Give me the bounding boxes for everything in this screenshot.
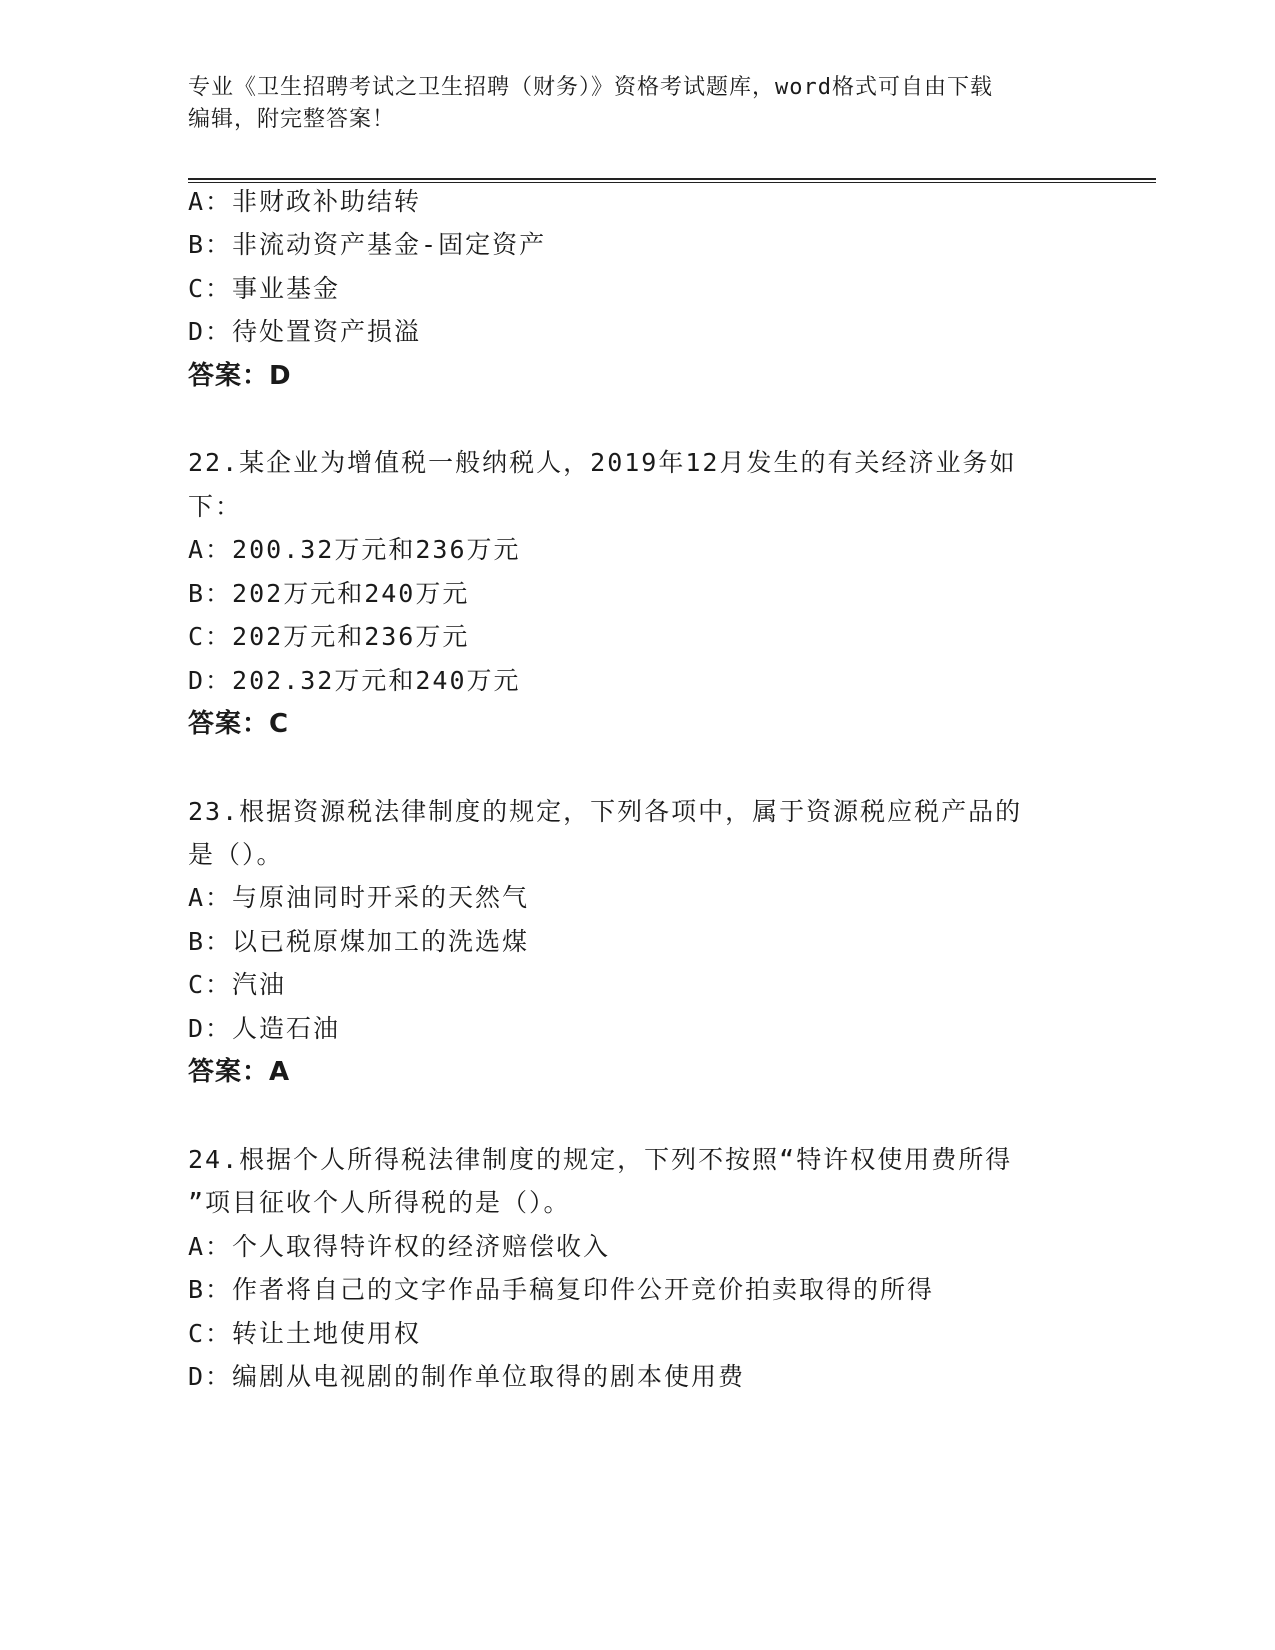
q22-option-a: A：200.32万元和236万元 (188, 535, 521, 564)
header-line-1: 专业《卫生招聘考试之卫生招聘（财务）》资格考试题库，word格式可自由下载 (188, 75, 993, 100)
header-line-2: 编辑，附完整答案！ (188, 107, 396, 132)
q22-answer: 答案：C (188, 709, 290, 739)
q23-stem-line-1: 23.根据资源税法律制度的规定，下列各项中，属于资源税应税产品的 (188, 797, 1023, 826)
q23-stem-line-2: 是（）。 (188, 840, 284, 869)
q23-option-d: D：人造石油 (188, 1014, 341, 1043)
q22-option-d: D：202.32万元和240万元 (188, 666, 521, 695)
q22-stem-line-1: 22.某企业为增值税一般纳税人，2019年12月发生的有关经济业务如 (188, 448, 1017, 477)
q21-option-d: D：待处置资产损溢 (188, 317, 422, 346)
q22-stem-line-2: 下： (188, 492, 243, 521)
q24-option-a: A：个人取得特许权的经济赔偿收入 (188, 1232, 611, 1261)
q21-answer: 答案：D (188, 361, 292, 391)
q21-option-c: C：事业基金 (188, 274, 341, 303)
q21-option-b: B：非流动资产基金-固定资产 (188, 230, 547, 259)
document-header (188, 72, 1088, 136)
q24-option-b: B：作者将自己的文字作品手稿复印件公开竞价拍卖取得的所得 (188, 1275, 935, 1304)
q23-option-a: A：与原油同时开采的天然气 (188, 883, 530, 912)
q21-option-a: A：非财政补助结转 (188, 187, 422, 216)
q23-option-b: B：以已税原煤加工的洗选煤 (188, 927, 530, 956)
q22-option-c: C：202万元和236万元 (188, 622, 470, 651)
q22-option-b: B：202万元和240万元 (188, 579, 470, 608)
q23-option-c: C：汽油 (188, 970, 287, 999)
q24-stem-line-2: ”项目征收个人所得税的是（）。 (188, 1188, 571, 1217)
q24-stem-line-1: 24.根据个人所得税法律制度的规定，下列不按照“特许权使用费所得 (188, 1145, 1013, 1174)
header-divider (188, 178, 1156, 183)
q24-option-c: C：转让土地使用权 (188, 1319, 422, 1348)
q23-answer: 答案：A (188, 1057, 291, 1087)
q24-option-d: D：编剧从电视剧的制作单位取得的剧本使用费 (188, 1362, 746, 1391)
